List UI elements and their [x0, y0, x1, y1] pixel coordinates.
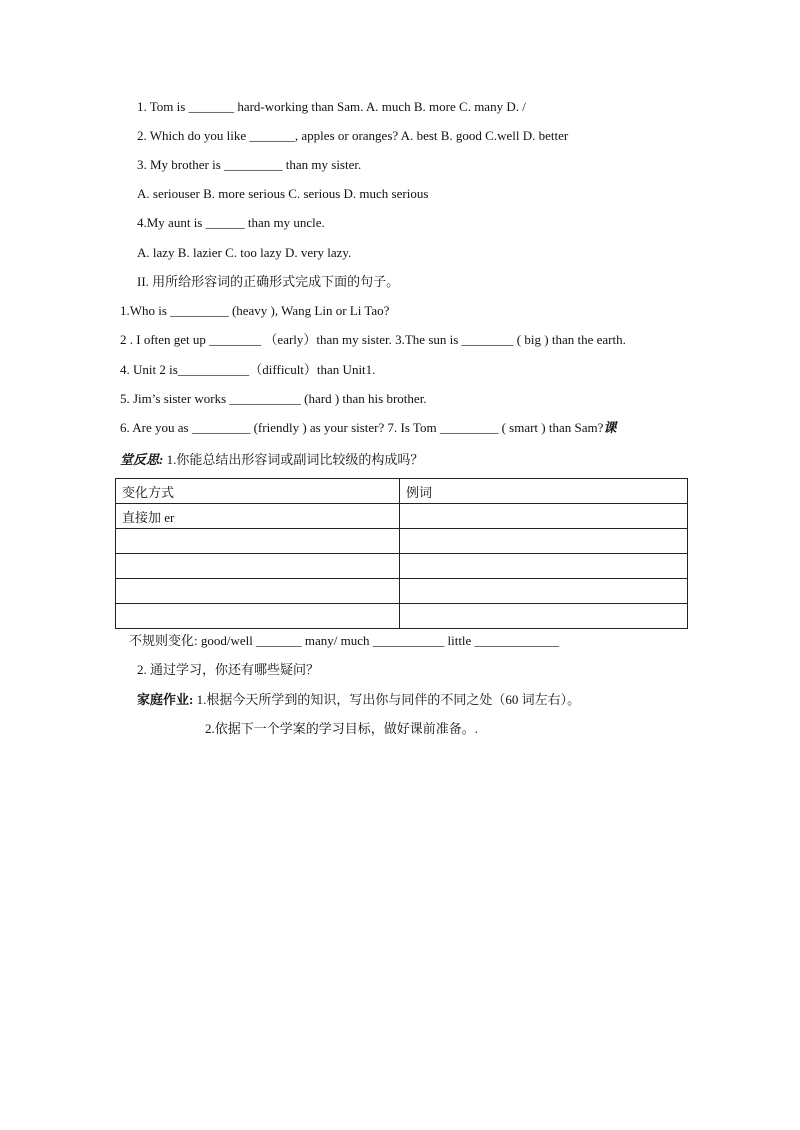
- table-cell: [116, 529, 400, 554]
- question-3-options: A. seriouser B. more serious C. serious D. much serious: [137, 186, 429, 201]
- sentence-1: 1.Who is _________ (heavy ), Wang Lin or Li Tao?: [120, 303, 390, 318]
- table-cell: [400, 529, 688, 554]
- table-cell: [400, 604, 688, 629]
- sentence-6-7-text: 6. Are you as _________ (friendly ) as your sister? 7. Is Tom _________ ( smart ) than Sam?: [120, 420, 604, 435]
- sentence-6-7: [120, 420, 616, 436]
- table-header-cell: 变化方式: [116, 479, 400, 504]
- table-row: [116, 529, 688, 554]
- question-4: 4.My aunt is ______ than my uncle.: [137, 215, 325, 230]
- homework-task-1: 1.根据今天所学到的知识，写出你与同伴的不同之处（60 词左右）。: [193, 692, 581, 707]
- reflection-question-2: 2. 通过学习，你还有哪些疑问？: [137, 662, 320, 677]
- question-1: 1. Tom is _______ hard-working than Sam. A. much B. more C. many D. /: [137, 99, 526, 114]
- reflection-heading-start: 课: [603, 420, 617, 435]
- table-row: [116, 504, 688, 529]
- table-cell: [400, 504, 688, 529]
- sentence-5: 5. Jim’s sister works ___________ (hard ) than his brother.: [120, 391, 427, 406]
- table-header-cell: 例词: [400, 479, 688, 504]
- table-row: [116, 554, 688, 579]
- table-cell: [116, 604, 400, 629]
- homework-heading: 家庭作业:: [137, 692, 194, 707]
- table-cell: 直接加 er: [116, 504, 400, 529]
- table-cell: [116, 579, 400, 604]
- reflection-question-1: 1.你能总结出形容词或副词比较级的构成吗？: [163, 452, 424, 467]
- section-2-title: II. 用所给形容词的正确形式完成下面的句子。: [137, 274, 400, 289]
- homework-task-2: 2.依据下一个学案的学习目标，做好课前准备。.: [205, 721, 479, 736]
- sentence-2-3: 2 . I often get up ________ （early）than my sister. 3.The sun is ________ ( big ) than the earth.: [120, 332, 626, 347]
- table-cell: [116, 554, 400, 579]
- table-cell: [400, 554, 688, 579]
- table-row: [116, 579, 688, 604]
- table-cell: [400, 579, 688, 604]
- reflection-line: [120, 452, 423, 468]
- question-3: 3. My brother is _________ than my sister.: [137, 157, 362, 172]
- comparative-table: [115, 478, 688, 629]
- question-2: 2. Which do you like _______, apples or oranges? A. best B. good C.well D. better: [137, 128, 569, 143]
- homework-line-1: [137, 692, 580, 708]
- sentence-4: 4. Unit 2 is___________（difficult）than Unit1.: [120, 362, 376, 377]
- question-4-options: A. lazy B. lazier C. too lazy D. very lazy.: [137, 245, 352, 260]
- table-header-row: [116, 479, 688, 504]
- irregular-forms-line: 不规则变化: good/well _______ many/ much ___________ little _____________: [129, 633, 560, 648]
- reflection-heading-end: 堂反思:: [120, 452, 164, 467]
- table-row: [116, 604, 688, 629]
